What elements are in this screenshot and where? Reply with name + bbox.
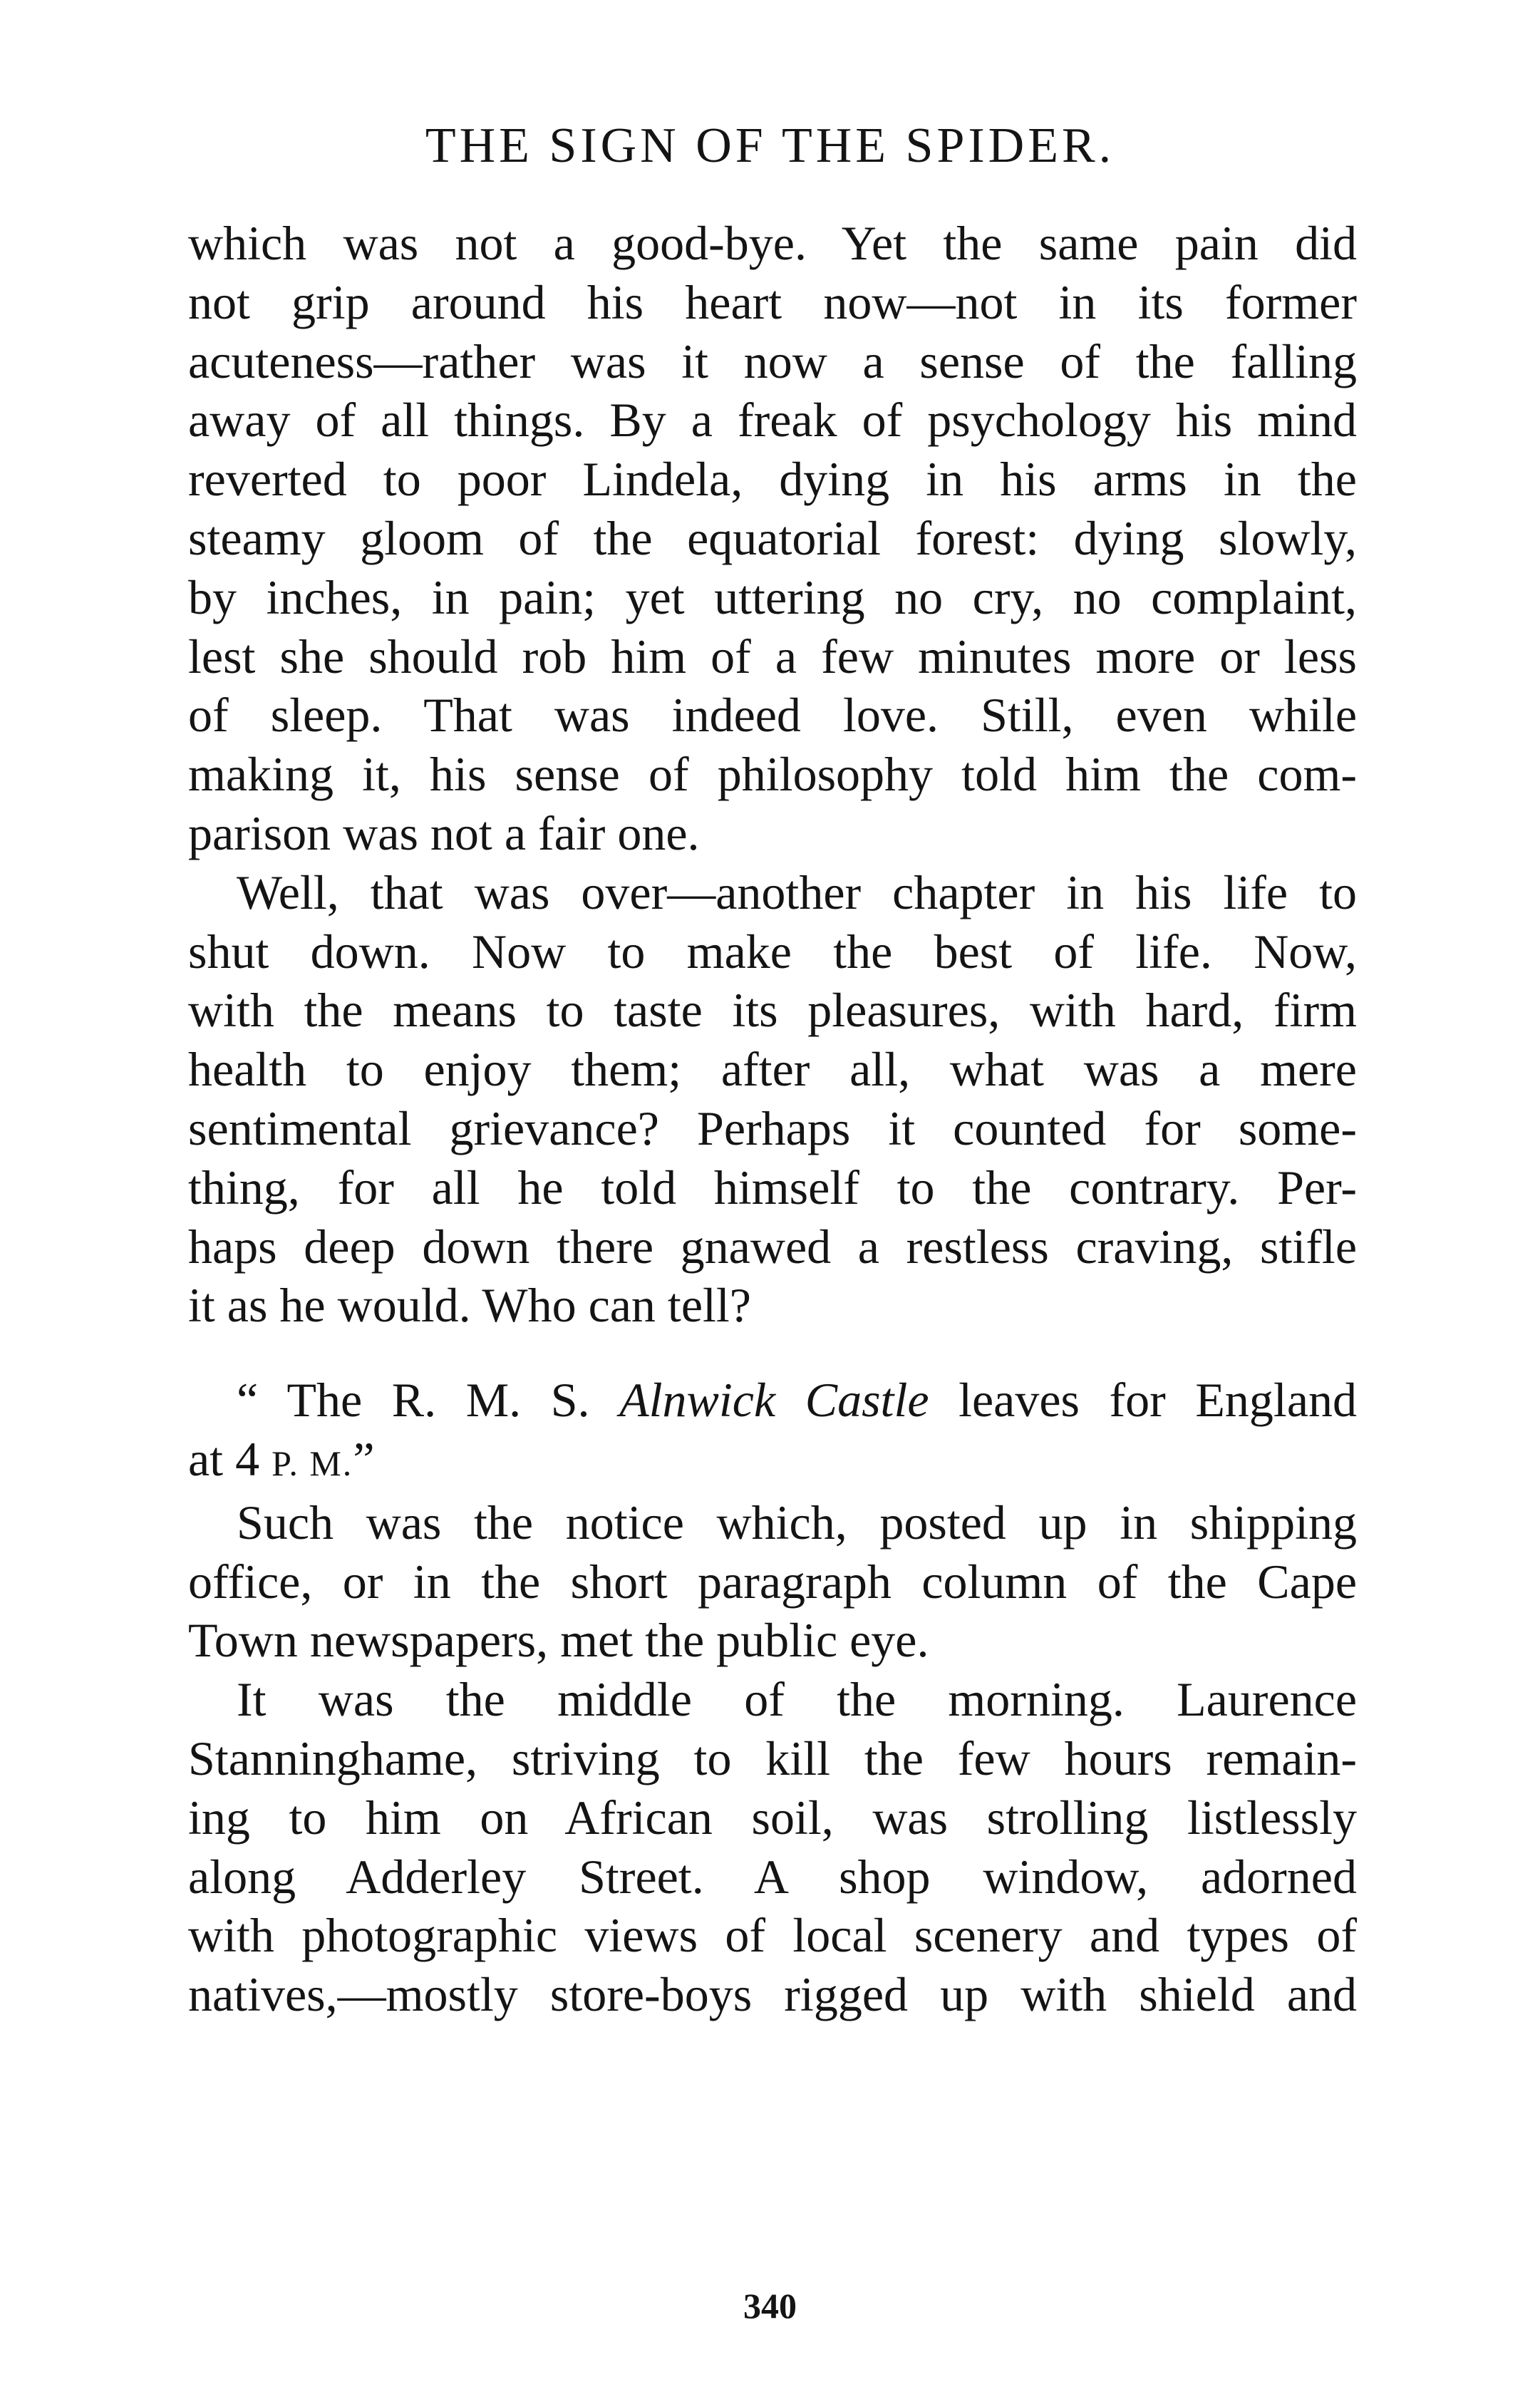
text-line: reverted to poor Lindela, dying in his arms in the [188, 452, 1357, 507]
text-line [188, 1371, 1357, 1430]
text-line [188, 1430, 1357, 1493]
text-line: along Adderley Street. A shop window, adorned [188, 1849, 1357, 1904]
text-line: steamy gloom of the equatorial forest: dying slowly, [188, 510, 1357, 565]
text-line: of sleep. That was indeed love. Still, even while [188, 688, 1357, 743]
text-line: which was not a good-bye. Yet the same pain did [188, 216, 1357, 270]
notice-time-suffix: P. M. [272, 1443, 353, 1483]
text-line: with the means to taste its pleasures, with hard, firm [188, 983, 1357, 1038]
paragraph-1 [188, 214, 1357, 863]
text-line: Town newspapers, met the public eye. [188, 1613, 929, 1668]
text-line: office, or in the short paragraph column of the Cape [188, 1554, 1357, 1609]
text-line: Stanninghame, striving to kill the few hours remain- [188, 1731, 1357, 1785]
text-line: health to enjoy them; after all, what was a mere [188, 1042, 1357, 1097]
running-head-title: THE SIGN OF THE SPIDER. [425, 118, 1115, 173]
paragraph-2 [188, 863, 1357, 1335]
paragraph-5 [188, 1670, 1357, 2024]
page-number: 340 [743, 2286, 797, 2326]
text-line: shut down. Now to make the best of life. Now, [188, 924, 1357, 979]
body-text [188, 214, 1357, 2024]
text-line: acuteness—rather was it now a sense of the falling [188, 334, 1357, 388]
text-line: by inches, in pain; yet uttering no cry, no complaint, [188, 569, 1357, 624]
text-line: lest she should rob him of a few minutes more or less [188, 629, 1357, 684]
text-line: haps deep down there gnawed a restless craving, stifle [188, 1219, 1357, 1274]
notice-time: at 4 [188, 1431, 260, 1486]
text-line: away of all things. By a freak of psychology his mind [188, 393, 1357, 448]
text-line: ing to him on African soil, was strolling listlessly [188, 1790, 1357, 1845]
text-line: sentimental grievance? Perhaps it counted for some- [188, 1100, 1357, 1155]
ship-name: Alnwick Castle [619, 1373, 929, 1428]
text-line: with photographic views of local scenery and types of [188, 1908, 1357, 1963]
notice-close-quote: ” [353, 1431, 375, 1486]
text-line: parison was not a fair one. [188, 805, 700, 860]
text-line: it as he would. Who can tell? [188, 1278, 751, 1333]
notice-rest: leaves for England [958, 1373, 1358, 1428]
text-line: It was the middle of the morning. Laurence [237, 1672, 1357, 1727]
text-line: natives,—mostly store-boys rigged up with shield and [188, 1967, 1357, 2022]
text-line: not grip around his heart now—not in its former [188, 274, 1357, 329]
text-line: thing, for all he told himself to the contrary. Per- [188, 1160, 1357, 1215]
text-line: Well, that was over—another chapter in his life to [237, 865, 1357, 919]
ship-notice [188, 1371, 1357, 1493]
section-break [188, 1335, 1357, 1371]
paragraph-4 [188, 1493, 1357, 1670]
text-line: Such was the notice which, posted up in shipping [237, 1495, 1357, 1550]
text-line: making it, his sense of philosophy told him the com- [188, 747, 1357, 802]
notice-open: “ The R. M. S. [237, 1373, 590, 1428]
